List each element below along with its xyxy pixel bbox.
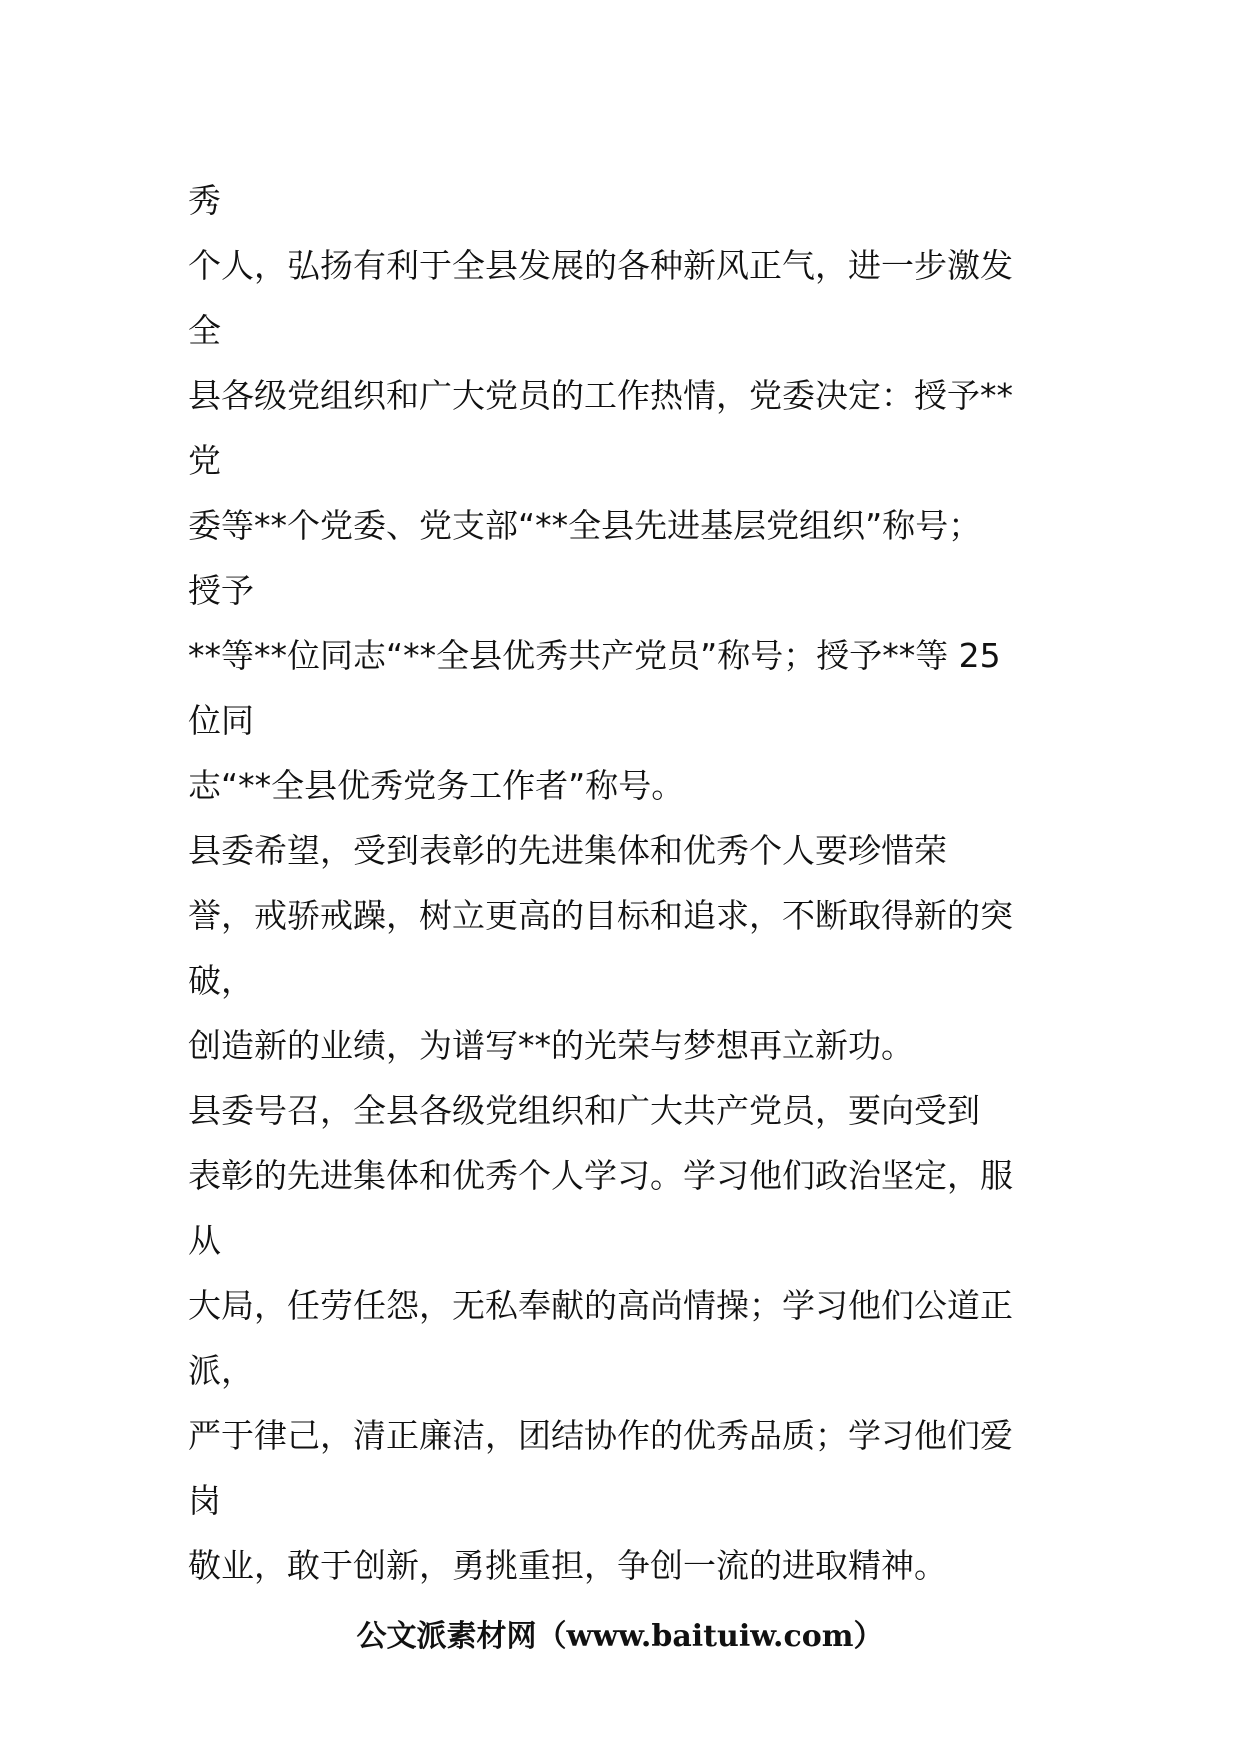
text-line: 县委希望，受到表彰的先进集体和优秀个人要珍惜荣	[188, 831, 947, 870]
text-line: 大局，任劳任怨，无私奉献的高尚情操；学习他们公道正	[188, 1286, 1013, 1325]
text-line: 授予	[188, 571, 254, 610]
text-line: 委等**个党委、党支部“**全县先进基层党组织”称号；	[188, 506, 982, 545]
text-line: 敬业，敢于创新，勇挑重担，争创一流的进取精神。	[188, 1546, 947, 1585]
text-line: **等**位同志“**全县优秀共产党员”称号；授予**等 25	[188, 636, 1001, 675]
text-line: 志“**全县优秀党务工作者”称号。	[188, 766, 685, 805]
text-line: 岗	[188, 1481, 221, 1520]
text-line: 全	[188, 311, 221, 350]
text-line: 县委号召，全县各级党组织和广大共产党员，要向受到	[188, 1091, 980, 1130]
text-line: 创造新的业绩，为谱写**的光荣与梦想再立新功。	[188, 1026, 914, 1065]
text-line: 派，	[188, 1351, 254, 1390]
text-line: 严于律己，清正廉洁，团结协作的优秀品质；学习他们爱	[188, 1416, 1013, 1455]
text-line: 从	[188, 1221, 221, 1260]
text-line: 誉，戒骄戒躁，树立更高的目标和追求，不断取得新的突	[188, 896, 1013, 935]
page-footer: 公文派素材网（www.baituiw.com）	[356, 1619, 884, 1654]
document-body	[188, 168, 1088, 1598]
text-line: 破，	[188, 961, 254, 1000]
text-line: 个人，弘扬有利于全县发展的各种新风正气，进一步激发	[188, 246, 1013, 285]
text-line: 党	[188, 441, 221, 480]
text-line: 表彰的先进集体和优秀个人学习。学习他们政治坚定，服	[188, 1156, 1013, 1195]
text-line: 秀	[188, 181, 221, 220]
text-line: 县各级党组织和广大党员的工作热情，党委决定：授予**	[188, 376, 1013, 415]
text-line: 位同	[188, 701, 254, 740]
